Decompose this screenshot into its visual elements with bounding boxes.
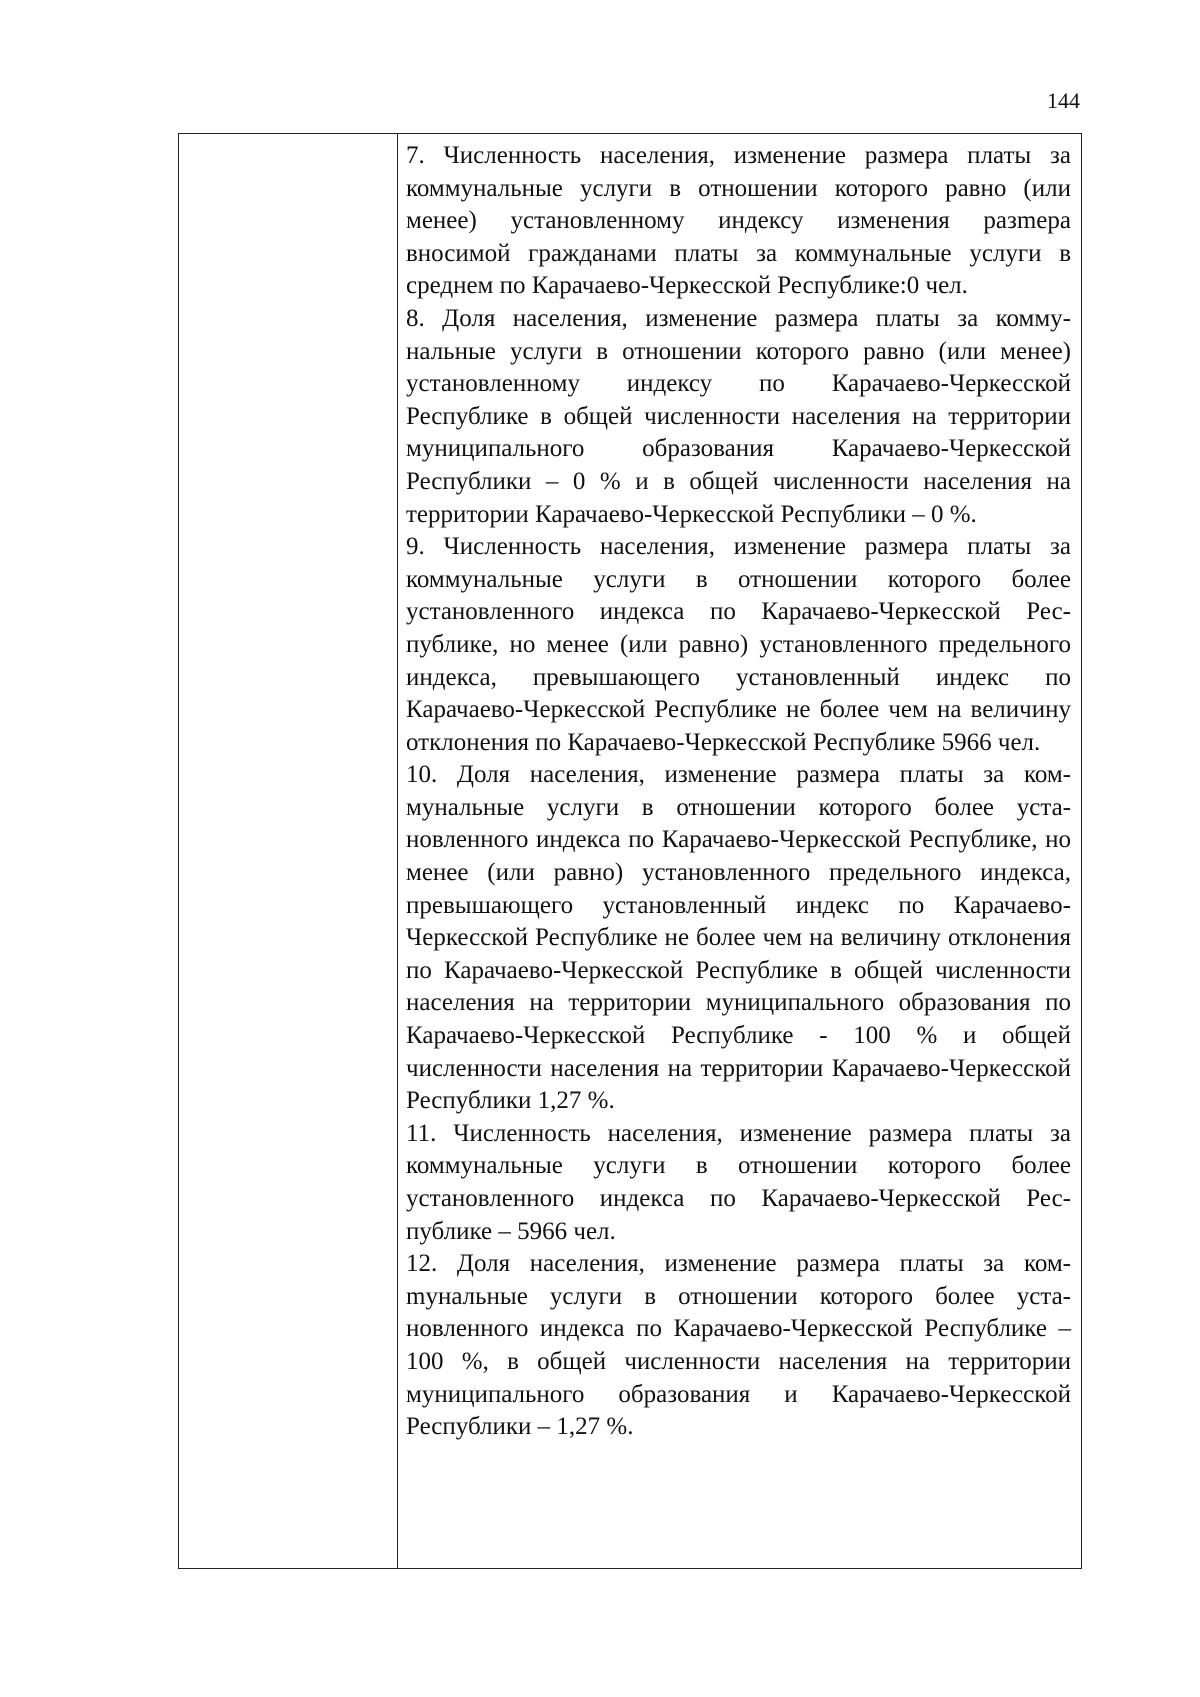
list-item-11: 11. Численность населения, изменение размера платы за коммунальные услуги в отношении которого более установленного индекса по Карачаево-Черкесской Республике – 5966 чел. (406, 1119, 1071, 1245)
document-table (178, 133, 1082, 1569)
list-item-9: 9. Численность населения, изменение размера платы за коммунальные услуги в отношении которого более установленного индекса по Карачаево-Черкесской Республике, но менее (или равно) установленного предельного индекса, превышающего установленный индекс по Карачаево-Черкесской Республике не более чем на величину отклонения по Карачаево-Черкесской Республике 5966 чел. (406, 533, 1071, 756)
table-left-cell (179, 134, 398, 1568)
list-item-10: 10. Доля населения, изменение размера платы за коммунальные услуги в отношении которого более установленного индекса по Карачаево-Черкесской Республике, но менее (или равно) установленного предельного индекса, превышающего установленный индекс по Карачаево-Черкесской Республике не более чем на величину отклонения по Карачаево-Черкесской Республике в общей численности населения на территории муниципального образования по Карачаево-Черкесской Республике - 100 % и общей численности населения на территории Карачаево-Черкесской Республики 1,27 %. (406, 761, 1071, 1115)
list-item-8: 8. Доля населения, изменение размера платы за коммунальные услуги в отношении которого равно (или менее) установленному индексу по Карачаево-Черкесской Республике в общей численности населения на территории муниципального образования Карачаево-Черкесской Республики – 0 % и в общей численности населения на территории Карачаево-Черкесской Республики – 0 %. (406, 304, 1071, 528)
page-number: 144 (1047, 88, 1080, 113)
table-right-cell (398, 134, 1081, 1568)
list-item-7: 7. Численность населения, изменение размера платы за коммунальные услуги в отношении которого равно (или менее) установленному индексу изменения разmера вносимой гражданами платы за коммунальные услуги в среднем по Карачаево-Черкесской Республике:0 чел. (406, 142, 1071, 300)
list-item-12: 12. Доля населения, изменение размера платы за комmунальные услуги в отношении которого более установленного индекса по Карачаево-Черкесской Республике – 100 %, в общей численности населения на территории муниципального образования и Карачаево-Черкесской Республики – 1,27 %. (406, 1250, 1071, 1441)
